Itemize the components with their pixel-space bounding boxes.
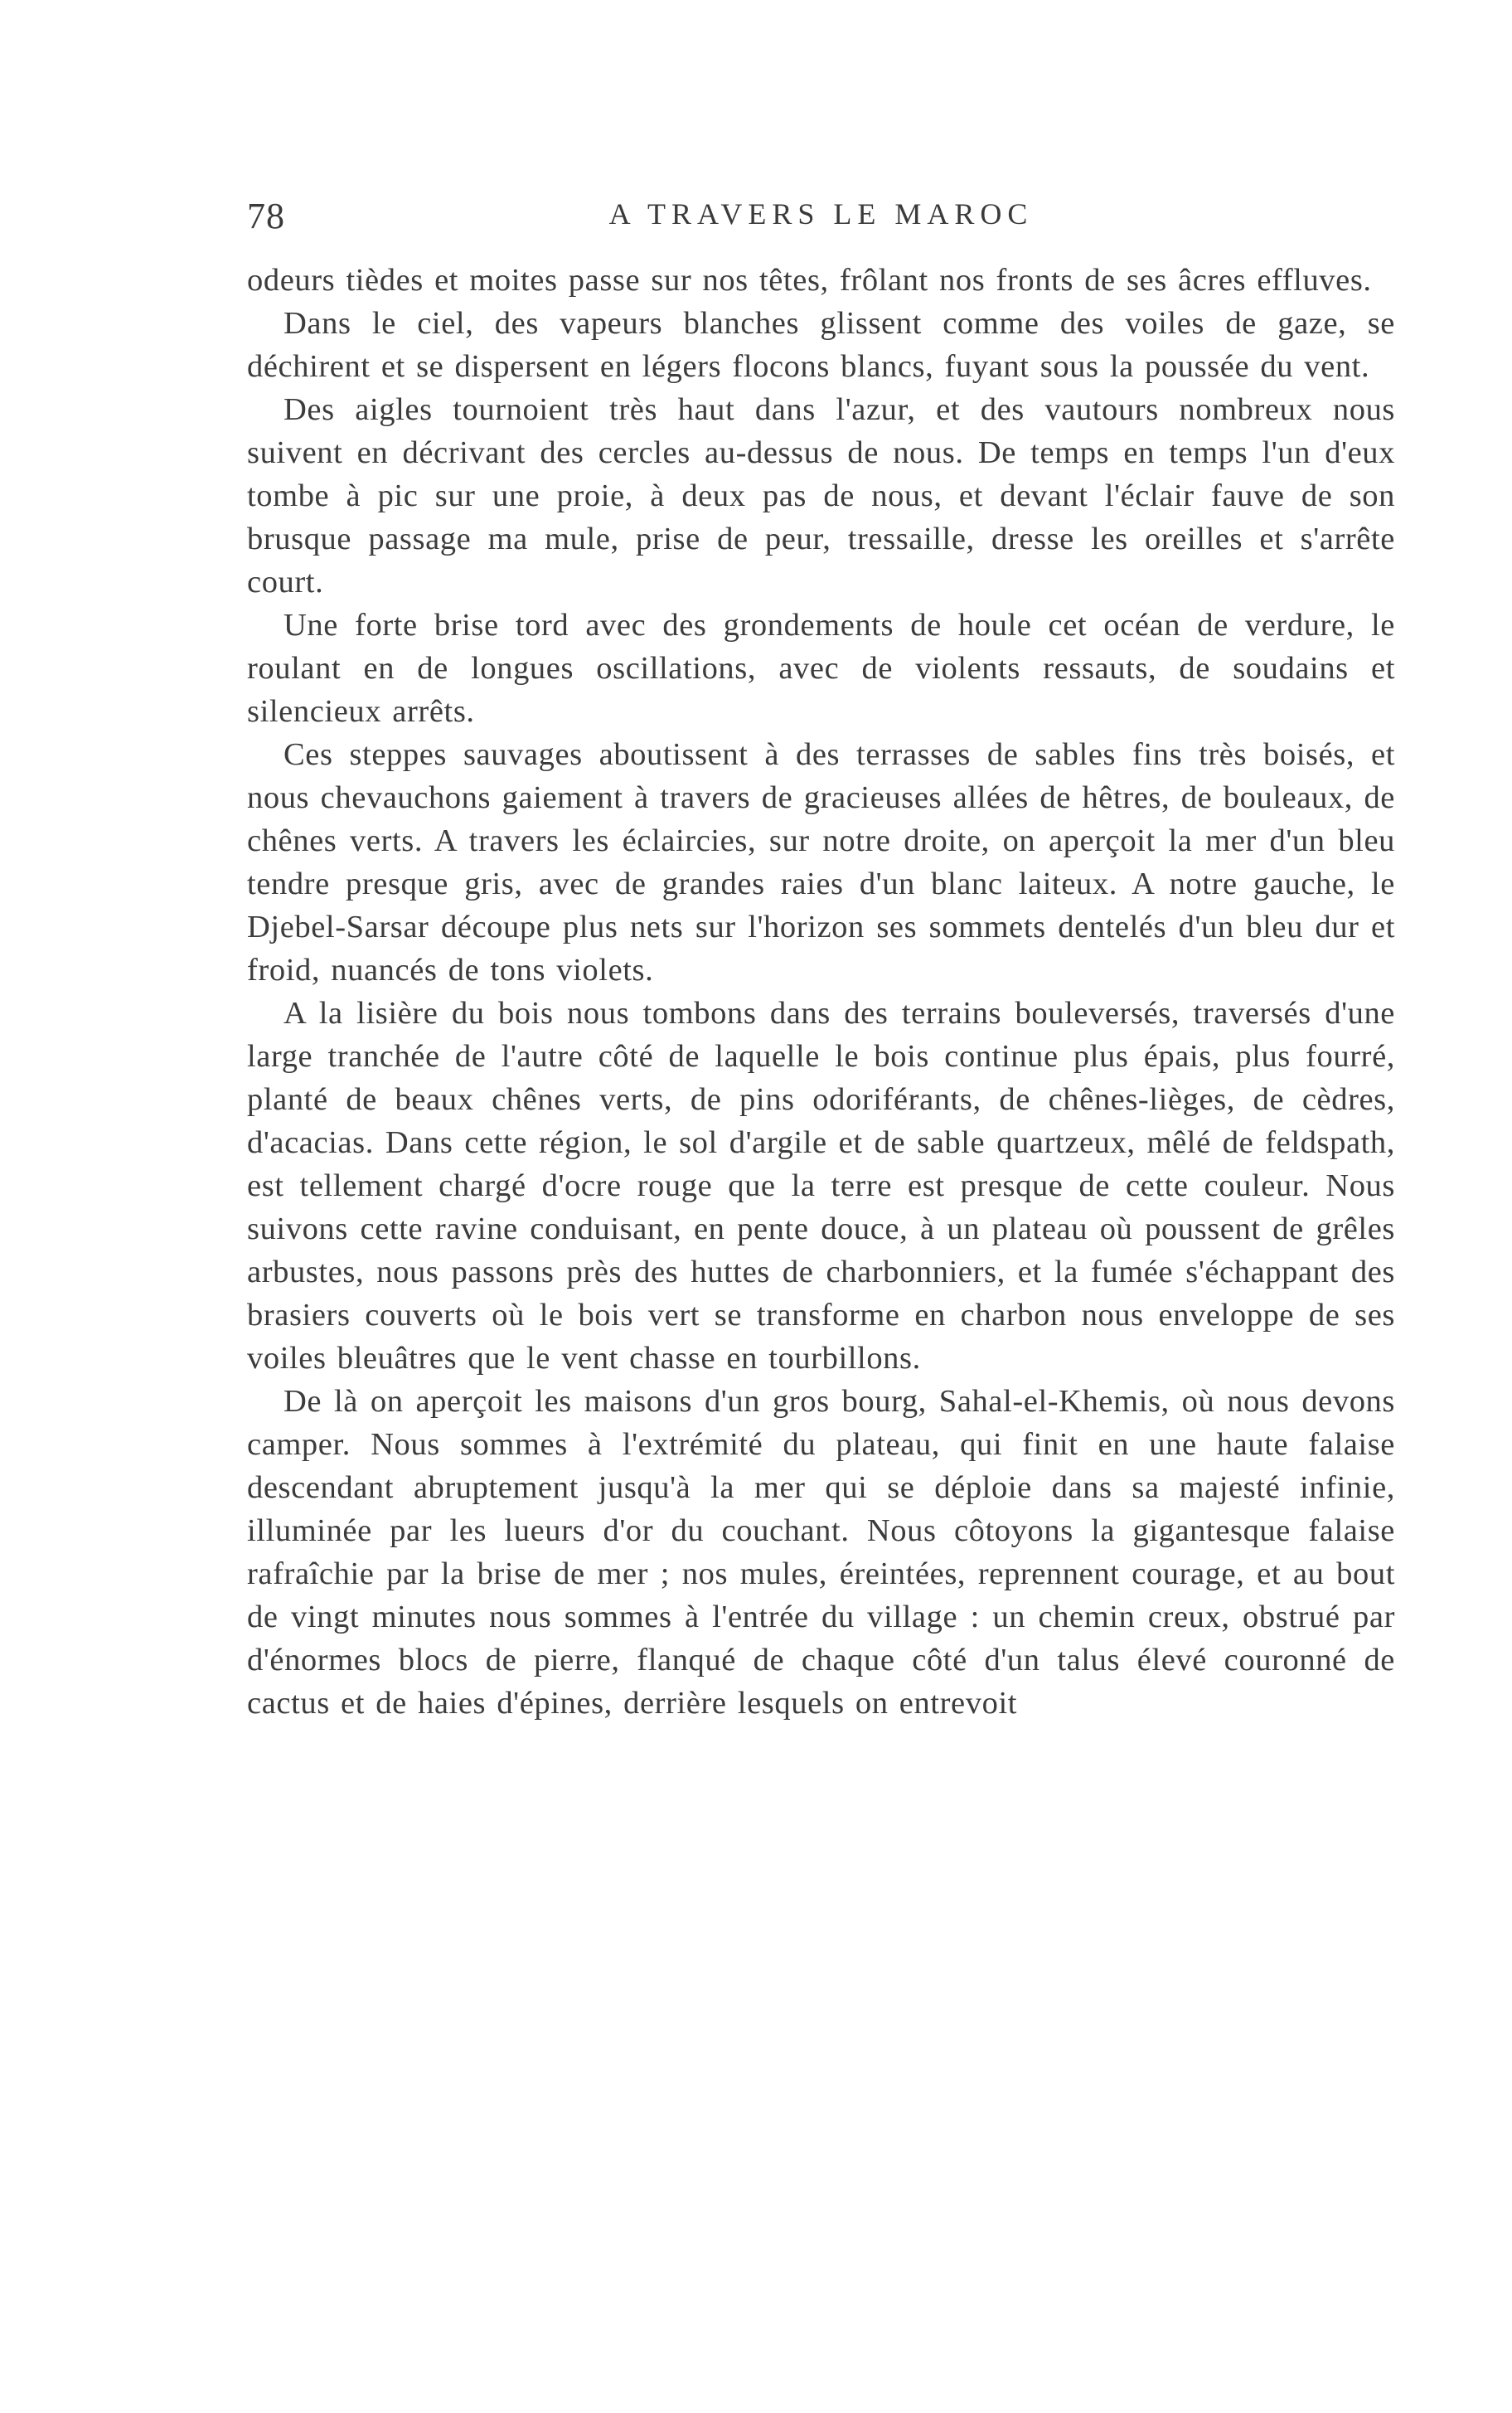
- paragraph: Une forte brise tord avec des grondements de houle cet océan de verdure, le roulant en de longues oscillations, avec de violents ressauts, de soudains et silencieux arrêts.: [247, 608, 1395, 729]
- running-head: [247, 195, 1395, 245]
- paragraph: De là on aperçoit les maisons d'un gros bourg, Sahal-el-Khemis, où nous devons camper. Nous sommes à l'extrémité du plateau, qui finit en une haute falaise descendant abruptement jusqu'à la mer qui se déploie dans sa majesté infinie, illuminée par les lueurs d'or du couchant. Nous côtoyons la gigantesque falaise rafraîchie par la brise de mer ; nos mules, éreintées, reprennent courage, et au bout de vingt minutes nous sommes à l'entrée du village : un chemin creux, obstrué par d'énormes blocs de pierre, flanqué de chaque côté d'un talus élevé couronné de cactus et de haies d'épines, derrière lesquels on entrevoit: [247, 1384, 1395, 1721]
- body-text: [247, 259, 1395, 1725]
- paragraph: Des aigles tournoient très haut dans l'azur, et des vautours nombreux nous suivent en décrivant des cercles au-dessus de nous. De temps en temps l'un d'eux tombe à pic sur une proie, à deux pas de nous, et devant l'éclair fauve de son brusque passage ma mule, prise de peur, tressaille, dresse les oreilles et s'arrête court.: [247, 392, 1395, 600]
- page-number: 78: [247, 196, 285, 236]
- paragraph: A la lisière du bois nous tombons dans des terrains bouleversés, traversés d'une large tranchée de l'autre côté de laquelle le bois continue plus épais, plus fourré, planté de beaux chênes verts, de pins odoriférants, de chênes-lièges, de cèdres, d'acacias. Dans cette région, le sol d'argile et de sable quartzeux, mêlé de feldspath, est tellement chargé d'ocre rouge que la terre est presque de cette couleur. Nous suivons cette ravine conduisant, en pente douce, à un plateau où poussent de grêles arbustes, nous passons près des huttes de charbonniers, et la fumée s'échappant des brasiers couverts où le bois vert se transforme en charbon nous enveloppe de ses voiles bleuâtres que le vent chasse en tourbillons.: [247, 996, 1395, 1376]
- paragraph-continued: odeurs tièdes et moites passe sur nos têtes, frôlant nos fronts de ses âcres effluves.: [247, 263, 1372, 298]
- paragraph: Dans le ciel, des vapeurs blanches glissent comme des voiles de gaze, se déchirent et se dispersent en légers flocons blancs, fuyant sous la poussée du vent.: [247, 306, 1395, 384]
- running-title: A TRAVERS LE MAROC: [608, 197, 1034, 231]
- paragraph: Ces steppes sauvages aboutissent à des terrasses de sables fins très boisés, et nous chevauchons gaiement à travers de gracieuses allées de hêtres, de bouleaux, de chênes verts. A travers les éclaircies, sur notre droite, on aperçoit la mer d'un bleu tendre presque gris, avec de grandes raies d'un blanc laiteux. A notre gauche, le Djebel-Sarsar découpe plus nets sur l'horizon ses sommets dentelés d'un bleu dur et froid, nuancés de tons violets.: [247, 737, 1395, 988]
